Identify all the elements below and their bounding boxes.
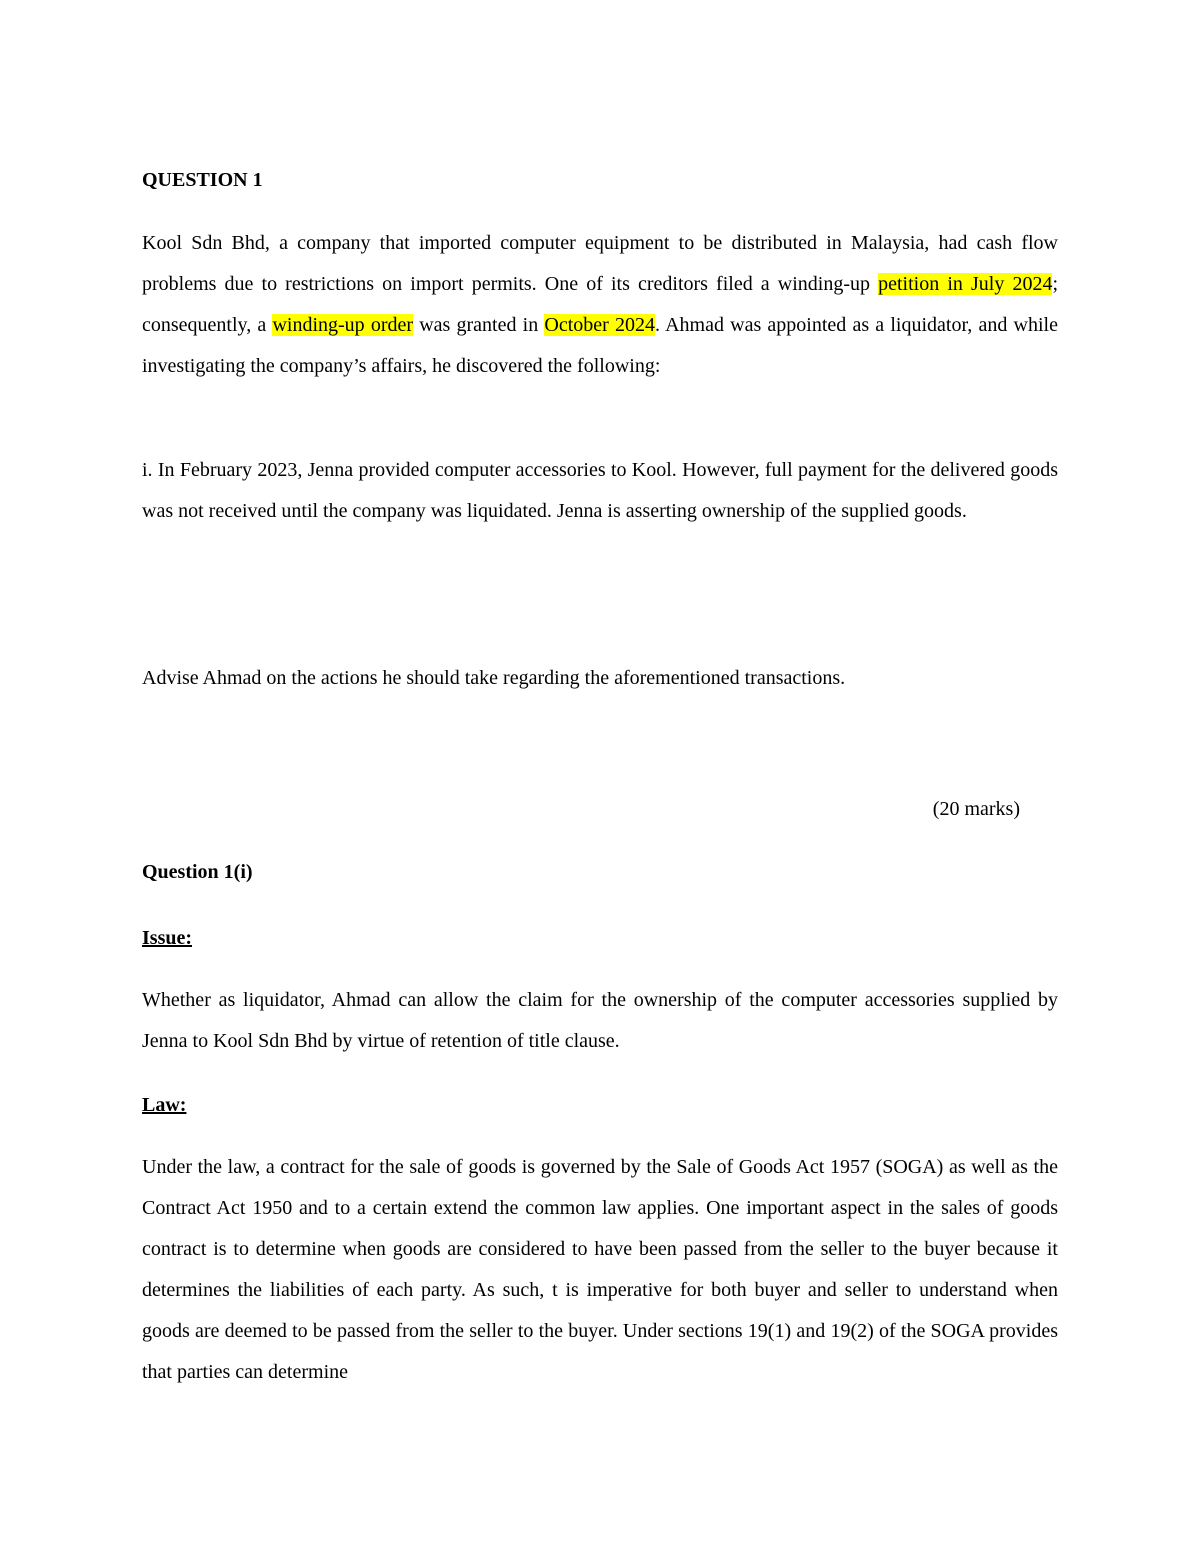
highlight-petition: petition in July 2024 [878,273,1053,295]
question-heading: QUESTION 1 [142,169,263,191]
intro-text-1: Kool Sdn Bhd, a company that imported computer equipment to be distributed in Malaysia, had cash flow problems due to restrictions on import permits. One of its creditors filed a winding-up [142,232,1058,295]
advise-paragraph: Advise Ahmad on the actions he should take regarding the aforementioned transactions. [142,667,846,689]
issue-heading: Issue: [142,927,193,949]
intro-paragraph [142,223,1058,387]
law-heading: Law: [142,1094,187,1116]
intro-text-4: . Ahmad was appointed as a liquidator, and while investigating the company’s affairs, he discovered the following: [142,314,1058,377]
law-paragraph: Under the law, a contract for the sale of goods is governed by the Sale of Goods Act 1957 (SOGA) as well as the Contract Act 1950 and to a certain extend the common law applies. One important aspect in the sales of goods contract is to determine when goods are considered to have been passed from the seller to the buyer because it determines the liabilities of each party. As such, t is imperative for both buyer and seller to understand when goods are deemed to be passed from the seller to the buyer. Under sections 19(1) and 19(2) of the SOGA provides that parties can determine [142,1156,1058,1383]
highlight-october: October 2024 [544,314,655,336]
marks-label: (20 marks) [932,798,1020,820]
issue-paragraph: Whether as liquidator, Ahmad can allow the claim for the ownership of the computer accessories supplied by Jenna to Kool Sdn Bhd by virtue of retention of title clause. [142,989,1058,1052]
highlight-winding-up-order: winding-up order [272,314,414,336]
question-subheading: Question 1(i) [142,861,253,883]
intro-text-2: ; consequently, a [142,273,1059,336]
intro-text-3: was granted in [413,314,545,336]
item-i-paragraph: i. In February 2023, Jenna provided computer accessories to Kool. However, full payment for the delivered goods was not received until the company was liquidated. Jenna is asserting ownership of the supplied goods. [142,459,1058,522]
